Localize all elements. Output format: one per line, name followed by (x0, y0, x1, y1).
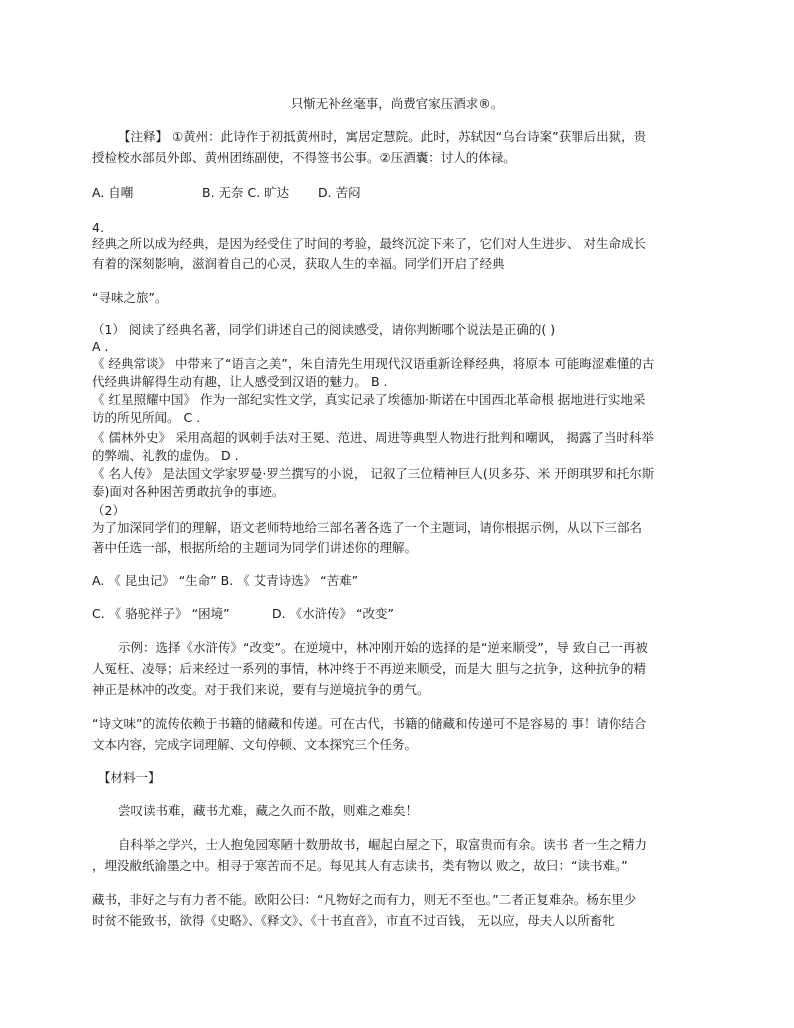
option-d: D. 苦闷 (318, 185, 361, 200)
intro-line-1: 经典之所以成为经典，是因为经受住了时间的考验，最终沉淀下来了，它们对人生进步、 对生命成长 (92, 236, 646, 251)
choice-a-label: A . (92, 339, 109, 354)
example-line-2: 人冤枉、凌辱；后来经过一系列的事情，林冲终于不再逆来顺受，而是大 胆与之抗争，这种抗争的精 (92, 661, 646, 676)
task-intro-line-2: 文本内容，完成字词理解、文句停顿、文本探究三个任务。 (92, 737, 418, 752)
choice-b-line-1: 《 红星照耀中国》 作为一部纪实性文学，真实记录了埃德加·斯诺在中国西北革命根 据地进行实地采 (92, 392, 646, 407)
example-line-3: 神正是林冲的改变。对于我们来说，要有与逆境抗争的勇气。 (92, 682, 430, 697)
choice-c-line-2: 的弊端、礼教的虚伪。 D . (92, 448, 239, 463)
annotation-line-1: 【注释】 ①黄州：此诗作于初抵黄州时，寓居定慧院。此时，苏轼因“乌台诗案”获罪后出狱，贵 (118, 129, 647, 144)
choice-a-line-2: 代经典讲解得生动有趣，让人感受到汉语的魅力。 B . (92, 374, 388, 389)
material-one-line-4: 藏书，非好之与有力者不能。欧阳公曰：“凡物好之而有力，则无不至也。”二者正复难杂。杨东里少 (92, 892, 637, 907)
intro-line-3: “寻味之旅”。 (92, 290, 168, 305)
intro-line-2: 有着的深刻影响，滋润着自己的心灵，获取人生的幸福。同学们开启了经典 (92, 256, 505, 271)
example-line-1: 示例：选择《水浒传》“改变”。在逆境中，林冲刚开始的选择的是“逆来顺受”，导 致自己一再被 (118, 640, 648, 655)
option-a: A. 自嘲 (92, 185, 134, 200)
sub-question-2-line-1: 为了加深同学们的理解，语文老师特地给三部名著各选了一个主题词，请你根据示例，从以下三部名 (92, 520, 643, 535)
question-number: 4. (92, 220, 104, 235)
choice-a-line-1: 《 经典常谈》 中带来了“语言之美”，朱自清先生用现代汉语重新诠释经典，将原本 可能晦涩难懂的古 (92, 356, 655, 371)
material-one-line-3: ，埋没敝纸渝墨之中。相寻于寒苦而不足。每见其人有志读书，类有物以 败之，故曰：“读书难。” (92, 858, 628, 873)
poem-last-line: 只惭无补丝毫事，尚费官家压酒求®。 (290, 96, 504, 111)
theme-option-c: C. 《 骆驼祥子》 “困境” (92, 606, 230, 621)
choice-d-line-2: 泰)面对各种困苦勇敢抗争的事迹。 (92, 484, 285, 499)
theme-option-d: D. 《水浒传》 “改变” (272, 606, 394, 621)
option-b-c: B. 无奈 C. 旷达 (202, 185, 290, 200)
choice-b-line-2: 访的所见所闻。 C . (92, 410, 201, 425)
choice-d-line-1: 《 名人传》 是法国文学家罗曼·罗兰撰写的小说， 记叙了三位精神巨人(贝多芬、米 开朗琪罗和托尔斯 (92, 466, 655, 481)
material-one-line-5: 时贫不能致书，欲得《史略》、《释文》、《十书直音》，市直不过百钱， 无以应，母夫人以所畜牝 (92, 913, 615, 928)
sub-question-1: （1） 阅读了经典名著，同学们讲述自己的阅读感受，请你判断哪个说法是正确的( ) (92, 322, 556, 337)
material-one-heading: 【材料一】 (98, 770, 161, 785)
annotation-line-2: 授检校水部员外郎、黄州团练副使，不得签书公事。②压酒囊：讨人的体禄。 (92, 150, 516, 165)
material-one-line-2: 自科举之学兴，士人抱兔园寒陋十数册故书，崛起白屋之下，取富贵而有余。读书 者一生之精力 (118, 837, 647, 852)
sub-question-2: （2） (92, 503, 125, 518)
sub-question-2-line-2: 著中任选一部，根据所给的主题词为同学们讲述你的理解。 (92, 540, 418, 555)
material-one-line-1: 尝叹读书难，藏书尤难，藏之久而不散，则难之难矣！ (118, 803, 419, 818)
theme-options-ab: A. 《 昆虫记》 “生命” B. 《 艾青诗选》 “苦难” (92, 573, 359, 588)
choice-c-line-1: 《 儒林外史》 采用高超的讽刺手法对王冕、范进、周进等典型人物进行批判和嘲讽， 揭露了当时科举 (92, 430, 654, 445)
task-intro-line-1: “诗文味”的流传依赖于书籍的储藏和传递。可在古代，书籍的储藏和传递可不是容易的 事！请你结合 (92, 716, 647, 731)
